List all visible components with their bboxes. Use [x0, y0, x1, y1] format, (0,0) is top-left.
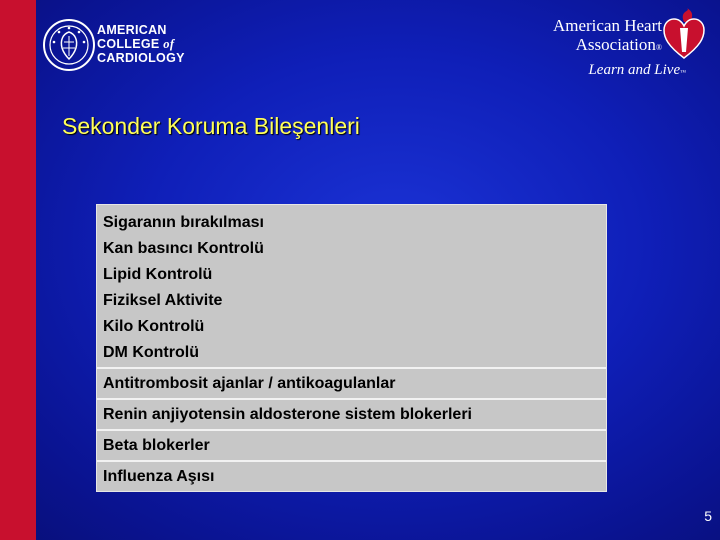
aha-logo [536, 8, 706, 84]
heart-torch-icon [662, 8, 706, 60]
list-row: Beta blokerler [97, 429, 606, 459]
list-row: Influenza Aşısı [97, 460, 606, 490]
components-box [96, 204, 607, 492]
lifestyle-group [97, 205, 606, 367]
aha-name-line-1: American Heart [552, 16, 662, 35]
acc-seal-icon [42, 18, 96, 72]
list-row: Renin anjiyotensin aldosterone sistem blokerleri [97, 398, 606, 428]
aha-name [553, 16, 662, 57]
list-item: Fiziksel Aktivite [103, 292, 223, 309]
left-accent-bar [0, 0, 36, 540]
aha-tagline: Learn and Live™ [588, 62, 686, 78]
acc-of: of [163, 37, 175, 51]
slide-title: Sekonder Koruma Bileşenleri [62, 113, 360, 139]
list-item: Kilo Kontrolü [103, 318, 205, 335]
acc-line-1: AMERICAN [97, 23, 167, 37]
acc-wordmark [97, 23, 185, 65]
list-item: Sigaranın bırakılması [103, 214, 264, 231]
page-number: 5 [704, 508, 712, 524]
acc-line-2: COLLEGE of [97, 37, 175, 51]
acc-line-3: CARDIOLOGY [97, 51, 185, 65]
acc-logo [42, 18, 202, 74]
list-item: DM Kontrolü [103, 344, 199, 361]
aha-name-line-2: Association® [575, 35, 662, 54]
list-item: Kan basıncı Kontrolü [103, 240, 264, 257]
list-row: Antitrombosit ajanlar / antikoagulanlar [97, 367, 606, 397]
list-item: Lipid Kontrolü [103, 266, 213, 283]
